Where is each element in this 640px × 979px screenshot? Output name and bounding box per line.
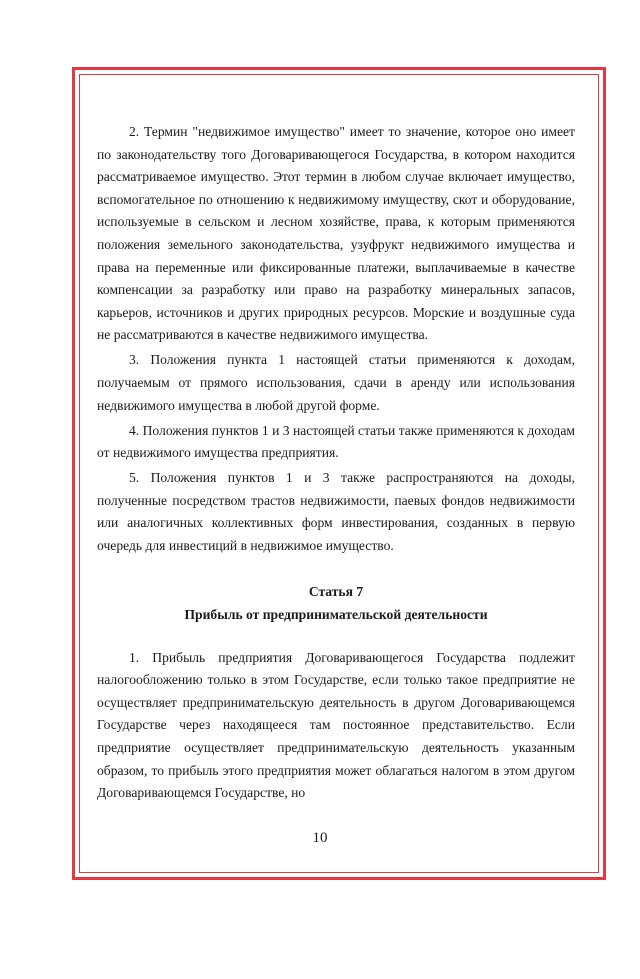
article-7-paragraph-1: 1. Прибыль предприятия Договаривающегося Государства подлежит налогообложению только в этом Государстве, если только такое предприятие не осуществляет предпринимательскую деятельность в другом Договаривающемся Государстве через находящееся там постоянное представительство. Если предприятие осуществляет предпринимательскую деятельность указанным образом, то прибыль этого предприятия может облагаться налогом в этом другом Договаривающемся Государстве, но [97,649,575,801]
article-title: Прибыль от предпринимательской деятельности [184,607,488,623]
article-number: Статья 7 [308,584,364,600]
paragraph-4: 4. Положения пунктов 1 и 3 настоящей статьи также применяются к доходам от недвижимого имущества предприятия. [97,422,575,461]
document-body [97,121,575,807]
article-heading [97,581,575,626]
paragraph-3: 3. Положения пункта 1 настоящей статьи применяются к доходам, получаемым от прямого использования, сдачи в аренду или использования недвижимого имущества в любой другой форме. [97,352,575,413]
paragraph-2: 2. Термин "недвижимое имущество" имеет то значение, которое оно имеет по законодательству того Договаривающегося Государства, в котором находится рассматриваемое имущество. Этот термин в любом случае включает имущество, вспомогательное по отношению к недвижимому имуществу, скот и оборудование, используемые в сельском и лесном хозяйстве, права, к которым применяются положения земельного законодательства, узуфрукт недвижимого имущества и права на переменные или фиксированные платежи, выплачиваемые в качестве компенсации за разработку или право на разработку минеральных запасов, карьеров, источников и других природных ресурсов. Морские и воздушные суда не рассматриваются в качестве недвижимого имущества. [97,124,575,343]
page-number: 10 [312,830,328,846]
paragraph-5: 5. Положения пунктов 1 и 3 также распространяются на доходы, полученные посредством трастов недвижимости, паевых фондов недвижимости или аналогичных коллективных форм инвестирования, созданных в первую очередь для инвестиций в недвижимое имущество. [97,470,575,553]
